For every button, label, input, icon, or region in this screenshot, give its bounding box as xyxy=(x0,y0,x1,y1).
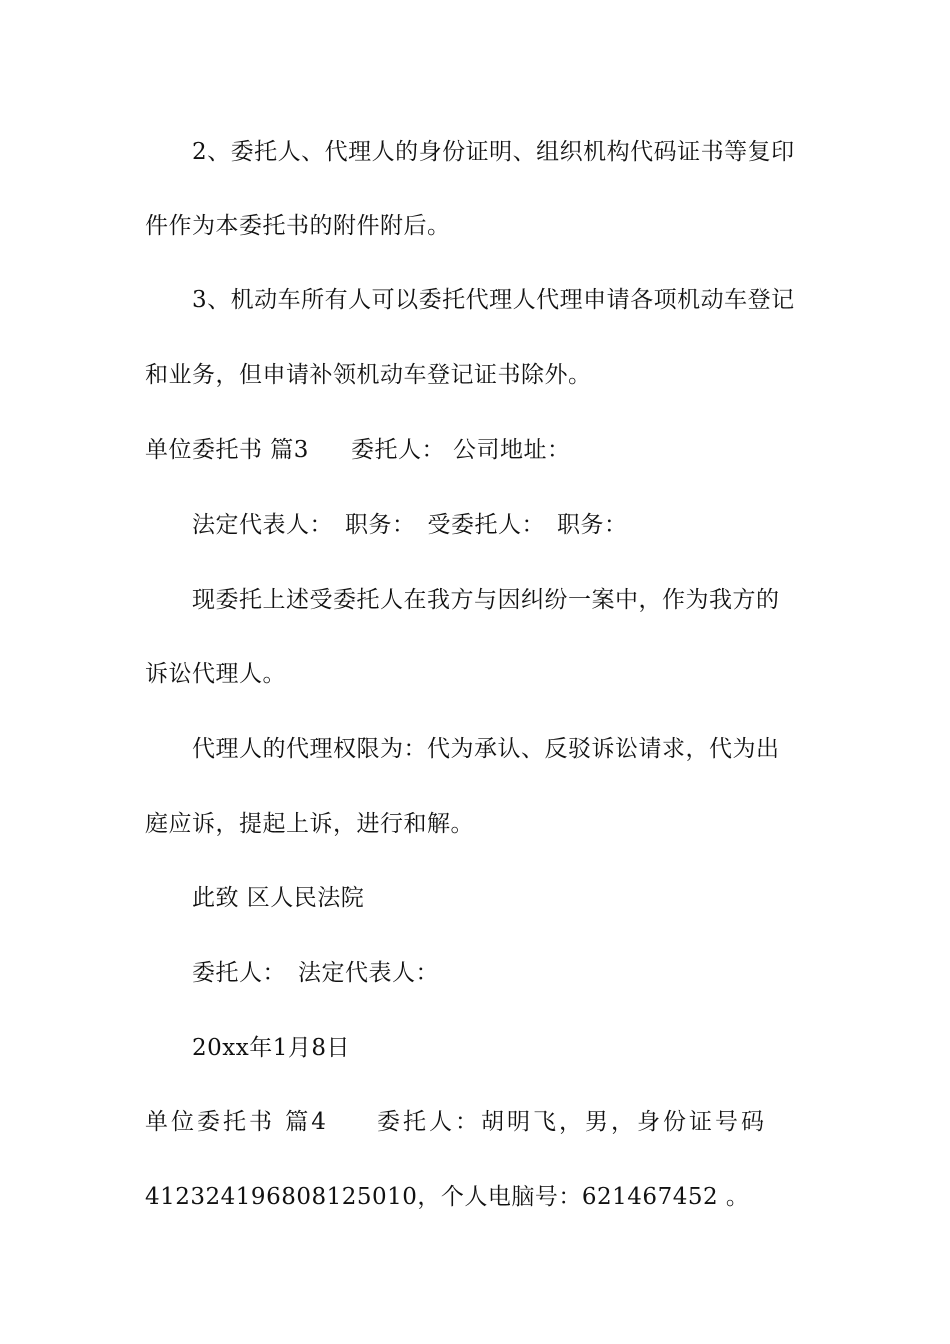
section-3-signature-line: 委托人： 法定代表人： xyxy=(192,960,439,986)
section-3-client-label: 委托人： xyxy=(350,437,445,463)
section-3-body-1-line-2: 诉讼代理人。 xyxy=(145,661,286,687)
paragraph-2-line-1: 2、委托人、代理人的身份证明、组织机构代码证书等复印 xyxy=(192,139,795,165)
section-3-heading-row xyxy=(145,435,810,465)
section-3-title: 单位委托书 篇3 xyxy=(145,437,309,463)
section-3-address-label: 公司地址： xyxy=(452,437,571,463)
section-3-representative-line: 法定代表人： 职务： 受委托人： 职务： xyxy=(192,512,628,538)
section-3-body-1-line-1: 现委托上述受委托人在我方与因纠纷一案中，作为我方的 xyxy=(192,587,780,613)
paragraph-3-line-2: 和业务，但申请补领机动车登记证书除外。 xyxy=(145,362,592,388)
section-3-date: 20xx年1月8日 xyxy=(192,1035,350,1061)
paragraph-2-line-2: 件作为本委托书的附件附后。 xyxy=(145,213,451,239)
paragraph-3-line-1: 3、机动车所有人可以委托代理人代理申请各项机动车登记 xyxy=(192,287,795,313)
section-4-heading-row xyxy=(145,1107,810,1137)
section-3-body-2-line-2: 庭应诉，提起上诉，进行和解。 xyxy=(145,811,474,837)
section-3-body-2-line-1: 代理人的代理权限为：代为承认、反驳诉讼请求，代为出 xyxy=(192,736,780,762)
section-4-client-line: 委托人：胡明飞，男，身份证号码 xyxy=(376,1109,767,1135)
section-3-salutation: 此致 区人民法院 xyxy=(192,885,365,911)
section-4-id-line: 412324196808125010，个人电脑号：621467452 。 xyxy=(145,1184,750,1210)
section-4-title: 单位委托书 篇4 xyxy=(145,1109,329,1135)
